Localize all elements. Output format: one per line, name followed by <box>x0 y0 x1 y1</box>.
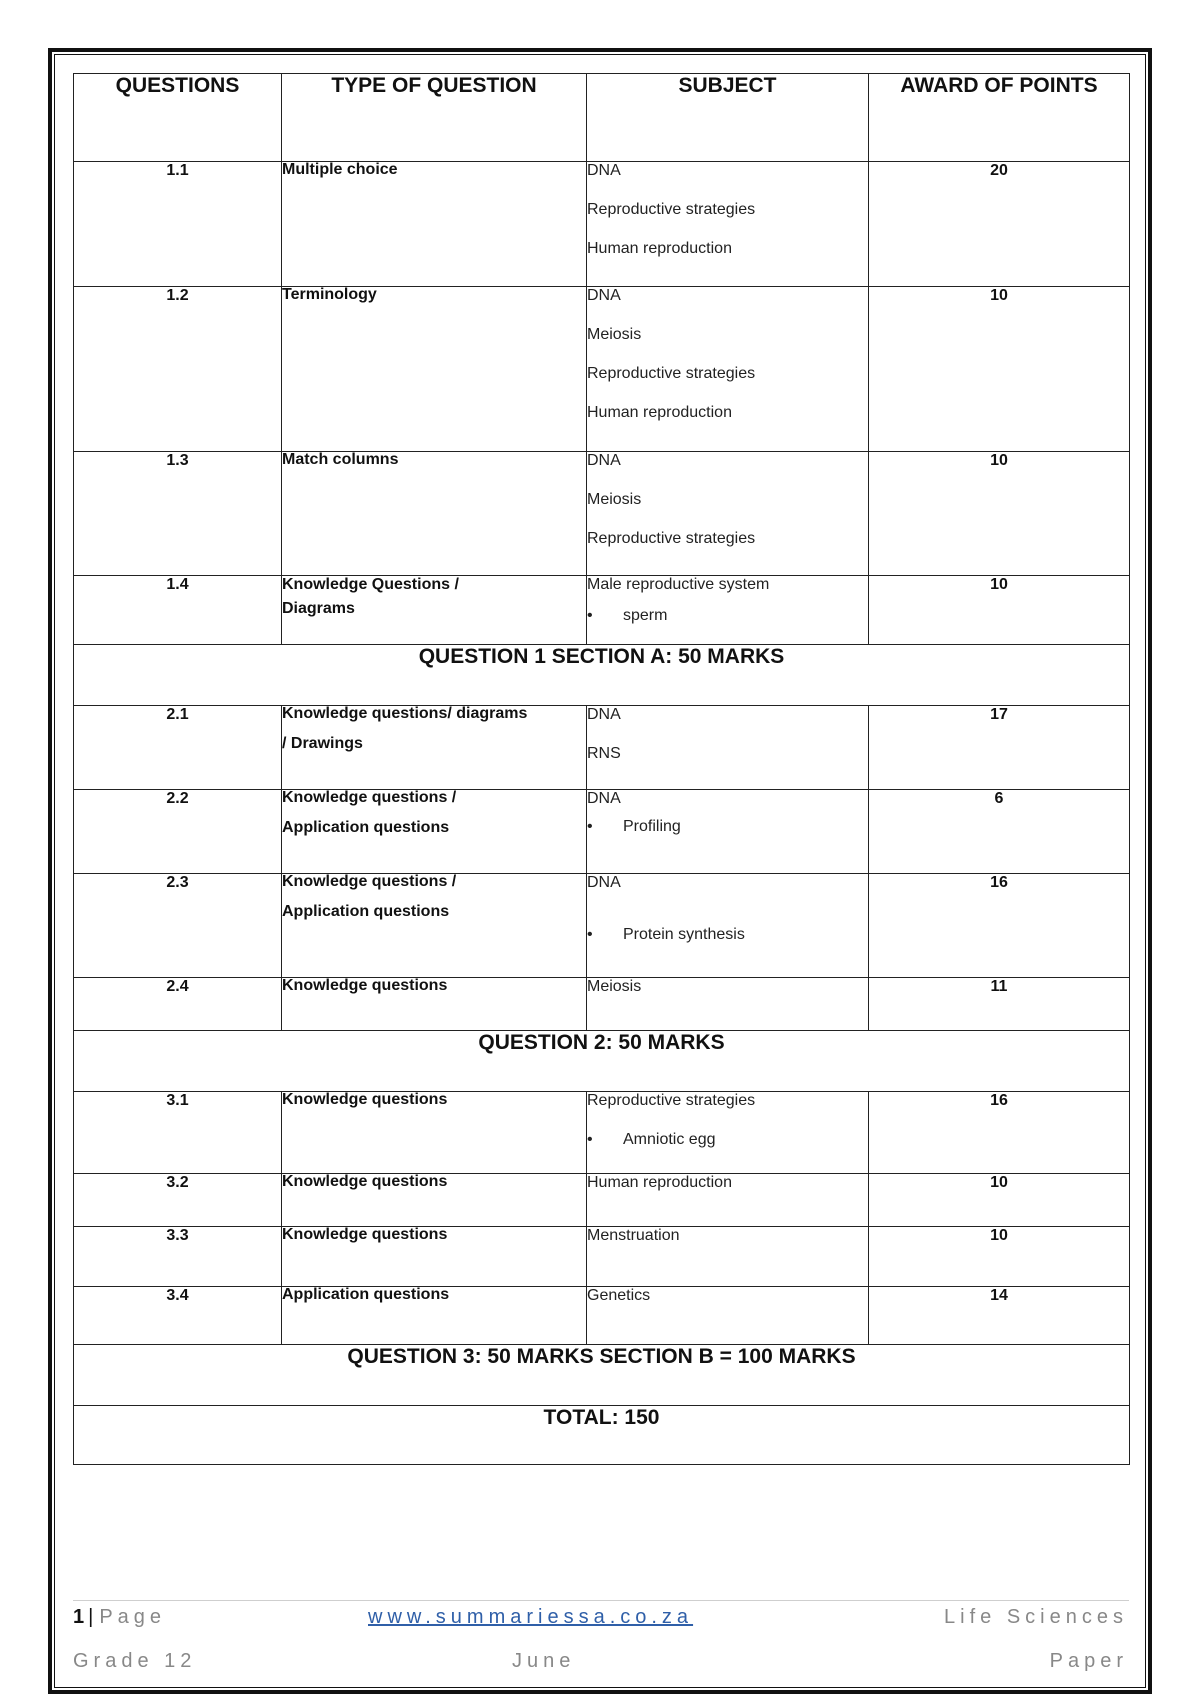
question-number: 1.2 <box>74 287 282 452</box>
table-row <box>74 576 1130 645</box>
question-type-line: Application questions <box>282 1286 450 1303</box>
question-number: 3.1 <box>74 1092 282 1174</box>
question-type <box>282 1227 587 1287</box>
question-type <box>282 790 587 874</box>
subject-item: Meiosis <box>587 491 642 508</box>
question-2-total: QUESTION 2: 50 MARKS <box>74 1031 1130 1092</box>
award-points: 20 <box>869 162 1130 287</box>
subject-item: Male reproductive system <box>587 576 770 593</box>
table-row <box>74 452 1130 576</box>
question-number: 2.4 <box>74 978 282 1031</box>
subject-bullet-item <box>587 607 868 625</box>
subject-item: DNA <box>587 287 621 304</box>
footer-page-number <box>73 1606 166 1629</box>
subject-cell <box>587 452 869 576</box>
section-total-row <box>74 1031 1130 1092</box>
question-type-line: Knowledge Questions / <box>282 576 459 593</box>
subject-cell <box>587 1092 869 1174</box>
table-row <box>74 978 1130 1031</box>
subject-item: DNA <box>587 874 621 891</box>
question-type-line: Application questions <box>282 819 450 836</box>
question-type-line: / Drawings <box>282 735 363 752</box>
question-number: 1.4 <box>74 576 282 645</box>
subject-cell <box>587 978 869 1031</box>
subject-item: Meiosis <box>587 978 642 995</box>
table-row <box>74 1227 1130 1287</box>
table-row <box>74 1287 1130 1345</box>
subject-cell <box>587 576 869 645</box>
subject-item: DNA <box>587 790 621 807</box>
website-link[interactable]: www.summariessa.co.za <box>368 1606 694 1628</box>
question-type <box>282 452 587 576</box>
table-row <box>74 1174 1130 1227</box>
question-type-line: Knowledge questions <box>282 1226 448 1243</box>
header-row <box>74 74 1130 162</box>
question-number: 2.2 <box>74 790 282 874</box>
question-number: 2.1 <box>74 706 282 790</box>
footer-website-link[interactable] <box>368 1606 693 1629</box>
footer-month: June <box>512 1650 576 1672</box>
award-points: 16 <box>869 1092 1130 1174</box>
question-number: 1.1 <box>74 162 282 287</box>
question-number: 2.3 <box>74 874 282 978</box>
question-type <box>282 874 587 978</box>
subject-item: Reproductive strategies <box>587 365 756 382</box>
page-separator: | <box>88 1606 94 1628</box>
table-row <box>74 1092 1130 1174</box>
table-row <box>74 706 1130 790</box>
subject-item: DNA <box>587 706 621 723</box>
subject-cell <box>587 162 869 287</box>
subject-bullet-text: Protein synthesis <box>623 926 745 943</box>
subject-bullet-text: sperm <box>623 607 668 624</box>
award-points: 17 <box>869 706 1130 790</box>
question-type-line: Diagrams <box>282 600 355 617</box>
table-row <box>74 162 1130 287</box>
subject-item: Human reproduction <box>587 404 732 421</box>
subject-item: Menstruation <box>587 1227 680 1244</box>
award-points: 14 <box>869 1287 1130 1345</box>
award-points: 10 <box>869 1227 1130 1287</box>
table-row <box>74 790 1130 874</box>
subject-bullet-item <box>587 818 868 836</box>
page-label: Page <box>99 1606 167 1628</box>
subject-item: Human reproduction <box>587 1174 732 1191</box>
question-type-line: Knowledge questions / <box>282 789 457 806</box>
question-type <box>282 576 587 645</box>
subject-bullet-item <box>587 926 868 944</box>
question-number: 3.3 <box>74 1227 282 1287</box>
bullet-icon: • <box>587 1131 593 1148</box>
question-type-line: Application questions <box>282 903 450 920</box>
question-type-line: Terminology <box>282 286 377 303</box>
question-number: 3.2 <box>74 1174 282 1227</box>
table-row <box>74 287 1130 452</box>
subject-cell <box>587 1227 869 1287</box>
question-type <box>282 1287 587 1345</box>
subject-item: Genetics <box>587 1287 651 1304</box>
bullet-icon: • <box>587 926 593 943</box>
subject-item: DNA <box>587 452 621 469</box>
subject-item: Reproductive strategies <box>587 1092 756 1109</box>
award-points: 10 <box>869 576 1130 645</box>
question-3-total: QUESTION 3: 50 MARKS SECTION B = 100 MARKS <box>74 1345 1130 1406</box>
subject-cell <box>587 1174 869 1227</box>
subject-cell <box>587 790 869 874</box>
question-type <box>282 1174 587 1227</box>
subject-bullet-text: Amniotic egg <box>623 1131 716 1148</box>
question-number: 1.3 <box>74 452 282 576</box>
subject-item: Reproductive strategies <box>587 201 756 218</box>
question-type <box>282 706 587 790</box>
section-a-total: QUESTION 1 SECTION A: 50 MARKS <box>74 645 1130 706</box>
header-award-of-points: AWARD OF POINTS <box>869 74 1130 162</box>
grand-total: TOTAL: 150 <box>74 1406 1130 1465</box>
subject-item: Meiosis <box>587 326 642 343</box>
subject-item: Reproductive strategies <box>587 530 756 547</box>
question-type-line: Knowledge questions/ diagrams <box>282 705 528 722</box>
header-subject: SUBJECT <box>587 74 869 162</box>
question-type-line: Match columns <box>282 451 399 468</box>
subject-cell <box>587 1287 869 1345</box>
question-number: 3.4 <box>74 1287 282 1345</box>
bullet-icon: • <box>587 818 593 835</box>
question-type <box>282 287 587 452</box>
award-points: 11 <box>869 978 1130 1031</box>
question-type-line: Knowledge questions <box>282 1173 448 1190</box>
award-points: 10 <box>869 1174 1130 1227</box>
footer-subject: Life Sciences <box>944 1606 1128 1628</box>
question-type-line: Knowledge questions <box>282 977 448 994</box>
question-type <box>282 1092 587 1174</box>
award-points: 16 <box>869 874 1130 978</box>
table-row <box>74 874 1130 978</box>
subject-item: DNA <box>587 162 621 179</box>
footer-grade: Grade 12 <box>73 1650 197 1672</box>
footer-paper: Paper <box>1049 1650 1128 1672</box>
question-type-line: Knowledge questions <box>282 1091 448 1108</box>
subject-cell <box>587 706 869 790</box>
award-points: 6 <box>869 790 1130 874</box>
subject-cell <box>587 874 869 978</box>
header-questions: QUESTIONS <box>74 74 282 162</box>
grand-total-row <box>74 1406 1130 1465</box>
page-number: 1 <box>73 1606 85 1628</box>
assessment-grid-table <box>73 73 1130 1465</box>
subject-bullet-text: Profiling <box>623 818 681 835</box>
section-total-row <box>74 645 1130 706</box>
question-type <box>282 162 587 287</box>
award-points: 10 <box>869 287 1130 452</box>
subject-item: Human reproduction <box>587 240 732 257</box>
subject-bullet-item <box>587 1131 868 1149</box>
question-type-line: Knowledge questions / <box>282 873 457 890</box>
subject-item: RNS <box>587 745 621 762</box>
footer-divider <box>73 1600 1129 1601</box>
bullet-icon: • <box>587 607 593 624</box>
question-type <box>282 978 587 1031</box>
section-total-row <box>74 1345 1130 1406</box>
header-type-of-question: TYPE OF QUESTION <box>282 74 587 162</box>
question-type-line: Multiple choice <box>282 161 398 178</box>
award-points: 10 <box>869 452 1130 576</box>
subject-cell <box>587 287 869 452</box>
